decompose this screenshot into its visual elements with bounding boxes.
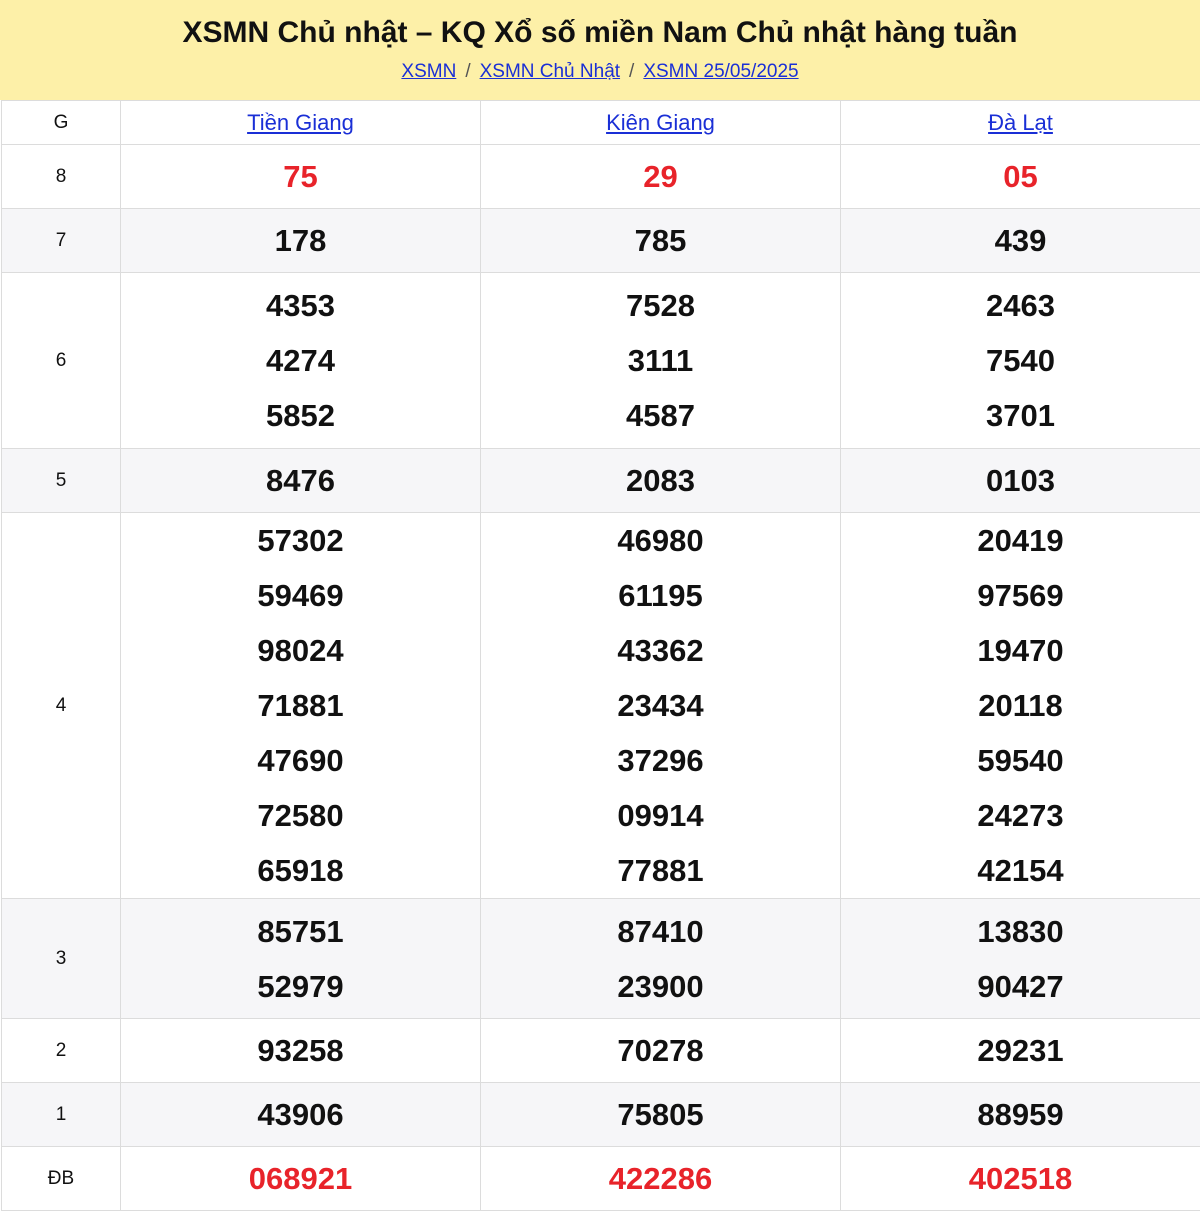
breadcrumb-link-xsmn-date[interactable]: XSMN 25/05/2025 (643, 61, 798, 82)
prize-column-header: G (2, 101, 121, 145)
prize-number: 59540 (841, 733, 1200, 788)
province-header (121, 101, 481, 145)
prize-number: 422286 (481, 1151, 840, 1206)
prize-number: 61195 (481, 568, 840, 623)
prize-cell (481, 1083, 841, 1147)
prize-cell (841, 1147, 1200, 1211)
table-row (2, 513, 1200, 899)
province-link-tien-giang[interactable]: Tiền Giang (247, 110, 354, 135)
prize-label: 1 (2, 1083, 121, 1147)
prize-number: 87410 (481, 904, 840, 959)
prize-label: 8 (2, 145, 121, 209)
prize-cell (121, 1147, 481, 1211)
prize-cell (481, 513, 841, 899)
prize-number: 8476 (121, 453, 480, 508)
page-title: XSMN Chủ nhật – KQ Xổ số miền Nam Chủ nhật hàng tuần (0, 14, 1200, 52)
prize-number: 72580 (121, 788, 480, 843)
prize-cell (841, 145, 1200, 209)
province-header (841, 101, 1200, 145)
prize-cell (841, 209, 1200, 273)
breadcrumb-separator: / (465, 61, 470, 82)
prize-number: 068921 (121, 1151, 480, 1206)
table-row (2, 899, 1200, 1019)
prize-number: 42154 (841, 843, 1200, 898)
prize-number: 29 (481, 149, 840, 204)
prize-label: 2 (2, 1019, 121, 1083)
prize-label: 5 (2, 449, 121, 513)
prize-number: 13830 (841, 904, 1200, 959)
breadcrumb-link-xsmn-chu-nhat[interactable]: XSMN Chủ Nhật (480, 61, 620, 82)
prize-number: 7540 (841, 333, 1200, 388)
prize-number: 0103 (841, 453, 1200, 508)
results-body (2, 145, 1200, 1211)
prize-label: 3 (2, 899, 121, 1019)
table-row (2, 1083, 1200, 1147)
prize-cell (121, 209, 481, 273)
prize-number: 85751 (121, 904, 480, 959)
prize-number: 75805 (481, 1087, 840, 1142)
prize-number: 70278 (481, 1023, 840, 1078)
prize-number: 4587 (481, 388, 840, 443)
prize-label: 4 (2, 513, 121, 899)
prize-number: 77881 (481, 843, 840, 898)
prize-label: ĐB (2, 1147, 121, 1211)
prize-number: 24273 (841, 788, 1200, 843)
prize-number: 4353 (121, 278, 480, 333)
prize-number: 90427 (841, 959, 1200, 1014)
table-row (2, 1019, 1200, 1083)
prize-number: 439 (841, 213, 1200, 268)
prize-number: 20419 (841, 513, 1200, 568)
prize-number: 97569 (841, 568, 1200, 623)
prize-cell (841, 899, 1200, 1019)
prize-number: 785 (481, 213, 840, 268)
prize-number: 93258 (121, 1023, 480, 1078)
prize-cell (121, 273, 481, 449)
table-row (2, 209, 1200, 273)
province-link-da-lat[interactable]: Đà Lạt (988, 110, 1053, 135)
prize-number: 75 (121, 149, 480, 204)
table-row (2, 449, 1200, 513)
breadcrumb-link-xsmn[interactable]: XSMN (401, 61, 456, 82)
prize-number: 09914 (481, 788, 840, 843)
prize-label: 6 (2, 273, 121, 449)
prize-number: 2463 (841, 278, 1200, 333)
prize-number: 05 (841, 149, 1200, 204)
prize-cell (841, 449, 1200, 513)
province-header (481, 101, 841, 145)
prize-cell (481, 145, 841, 209)
table-row (2, 1147, 1200, 1211)
province-link-kien-giang[interactable]: Kiên Giang (606, 110, 715, 135)
prize-number: 98024 (121, 623, 480, 678)
prize-cell (481, 1147, 841, 1211)
prize-cell (841, 513, 1200, 899)
page-header (0, 0, 1200, 100)
prize-number: 47690 (121, 733, 480, 788)
prize-number: 402518 (841, 1151, 1200, 1206)
prize-cell (121, 449, 481, 513)
prize-number: 178 (121, 213, 480, 268)
prize-cell (121, 1083, 481, 1147)
prize-number: 3111 (481, 333, 840, 388)
prize-number: 57302 (121, 513, 480, 568)
prize-cell (481, 1019, 841, 1083)
prize-number: 3701 (841, 388, 1200, 443)
prize-number: 65918 (121, 843, 480, 898)
prize-number: 4274 (121, 333, 480, 388)
prize-cell (481, 899, 841, 1019)
prize-number: 88959 (841, 1087, 1200, 1142)
prize-number: 5852 (121, 388, 480, 443)
table-row (2, 273, 1200, 449)
prize-cell (841, 1019, 1200, 1083)
prize-number: 7528 (481, 278, 840, 333)
prize-cell (481, 449, 841, 513)
results-table (1, 100, 1200, 1211)
prize-number: 71881 (121, 678, 480, 733)
prize-number: 59469 (121, 568, 480, 623)
table-header-row (2, 101, 1200, 145)
prize-cell (121, 145, 481, 209)
prize-cell (121, 1019, 481, 1083)
prize-cell (841, 1083, 1200, 1147)
prize-number: 19470 (841, 623, 1200, 678)
prize-number: 23434 (481, 678, 840, 733)
prize-number: 52979 (121, 959, 480, 1014)
prize-number: 43362 (481, 623, 840, 678)
prize-cell (841, 273, 1200, 449)
prize-cell (121, 513, 481, 899)
prize-number: 46980 (481, 513, 840, 568)
prize-number: 37296 (481, 733, 840, 788)
prize-number: 20118 (841, 678, 1200, 733)
prize-cell (481, 273, 841, 449)
prize-label: 7 (2, 209, 121, 273)
prize-number: 23900 (481, 959, 840, 1014)
prize-cell (481, 209, 841, 273)
prize-number: 29231 (841, 1023, 1200, 1078)
breadcrumb-separator: / (629, 61, 634, 82)
prize-number: 2083 (481, 453, 840, 508)
table-row (2, 145, 1200, 209)
prize-number: 43906 (121, 1087, 480, 1142)
breadcrumb (0, 60, 1200, 84)
prize-cell (121, 899, 481, 1019)
